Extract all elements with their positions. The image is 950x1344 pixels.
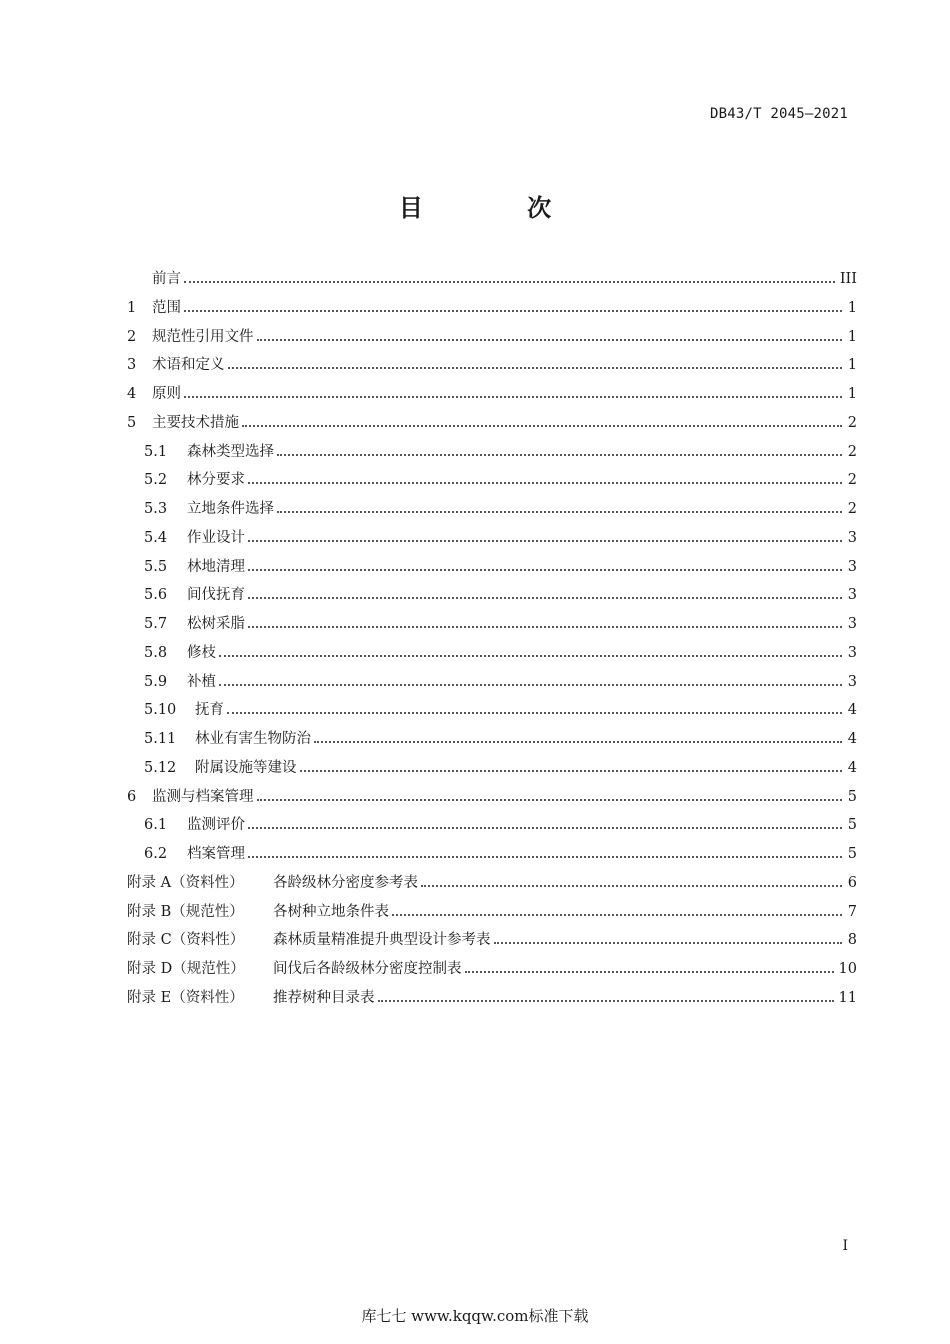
page-number: I (842, 1238, 848, 1254)
toc-entry-5-8[interactable] (127, 641, 857, 670)
toc-entry-number: 5.7 (144, 616, 168, 632)
toc-entry-5-10[interactable] (127, 698, 857, 727)
toc-entry-label: 各龄级林分密度参考表 (273, 874, 418, 891)
toc-entry-number: 5.5 (144, 558, 168, 575)
toc-entry-number: 附录 A（资料性） (127, 874, 244, 891)
toc-entry-number: 附录 E（资料性） (127, 989, 244, 1006)
toc-entry-page: 7 (847, 903, 857, 920)
toc-entry-number: 5.1 (144, 443, 168, 460)
toc-leader-dots (184, 396, 842, 398)
toc-leader-dots (314, 741, 842, 743)
toc-entry-page: III (839, 271, 857, 287)
toc-leader-dots (248, 626, 842, 628)
toc-leader-dots (248, 856, 842, 858)
toc-entry-number: 6 (127, 788, 137, 805)
toc-entry-page: 3 (847, 529, 857, 546)
toc-entry-page: 1 (847, 299, 857, 316)
toc-leader-dots (184, 310, 842, 312)
toc-entry-label: 林分要求 (187, 472, 245, 489)
toc-entry-page: 1 (847, 386, 857, 402)
toc-entry-label: 各树种立地条件表 (273, 903, 389, 920)
toc-entry-page: 1 (847, 357, 857, 374)
toc-entry-page: 5 (847, 846, 857, 862)
toc-entry-label: 推荐树种目录表 (273, 989, 375, 1006)
toc-entry-4[interactable] (127, 382, 857, 411)
toc-entry-number: 6.2 (144, 846, 168, 862)
toc-entry-page: 6 (847, 874, 857, 891)
toc-entry-number: 5.6 (144, 587, 168, 604)
toc-entry-number: 5.3 (144, 501, 168, 517)
toc-leader-dots (219, 655, 842, 657)
toc-entry-foreword[interactable] (127, 267, 857, 296)
toc-entry-5-11[interactable] (127, 727, 857, 756)
toc-entry-label: 前言 (152, 271, 181, 287)
toc-entry-5-3[interactable] (127, 497, 857, 526)
toc-entry-page: 8 (847, 932, 857, 949)
toc-entry-page: 11 (838, 989, 857, 1006)
toc-entry-6-2[interactable] (127, 842, 857, 871)
toc-leader-dots (257, 339, 843, 341)
toc-entry-label: 规范性引用文件 (152, 328, 254, 345)
toc-leader-dots (277, 511, 842, 513)
toc-entry-page: 3 (847, 673, 857, 690)
toc-entry-label: 森林类型选择 (187, 443, 274, 460)
toc-entry-page: 3 (847, 616, 857, 632)
toc-leader-dots (248, 540, 842, 542)
toc-leader-dots (248, 827, 842, 829)
toc-entry-appendix-b[interactable] (127, 900, 857, 929)
toc-entry-label: 间伐后各龄级林分密度控制表 (273, 961, 462, 977)
toc-entry-page: 10 (838, 961, 857, 977)
toc-entry-page: 3 (847, 587, 857, 604)
toc-leader-dots (228, 367, 843, 369)
toc-entry-page: 1 (847, 328, 857, 345)
toc-entry-page: 3 (847, 558, 857, 575)
footer-watermark: 库七七 www.kqqw.com标准下载 (361, 1307, 589, 1325)
toc-entry-number: 3 (127, 357, 137, 374)
toc-entry-label: 补植 (187, 673, 216, 690)
toc-entry-label: 抚育 (195, 702, 224, 719)
toc-entry-label: 立地条件选择 (187, 501, 274, 517)
toc-entry-label: 监测与档案管理 (152, 788, 254, 805)
toc-entry-3[interactable] (127, 353, 857, 382)
table-of-contents (127, 267, 857, 1015)
toc-entry-label: 松树采脂 (187, 616, 245, 632)
toc-entry-appendix-e[interactable] (127, 986, 857, 1015)
toc-entry-label: 主要技术措施 (152, 414, 239, 431)
toc-leader-dots (465, 971, 834, 973)
toc-leader-dots (248, 482, 842, 484)
toc-entry-page: 5 (847, 817, 857, 834)
toc-entry-page: 2 (847, 443, 857, 460)
toc-entry-label: 原则 (152, 386, 181, 402)
toc-entry-number: 5.11 (144, 731, 177, 747)
toc-entry-6[interactable] (127, 785, 857, 814)
toc-entry-6-1[interactable] (127, 813, 857, 842)
page-title: 目 次 (398, 194, 600, 222)
toc-leader-dots (184, 281, 835, 283)
toc-entry-number: 5.4 (144, 529, 168, 546)
toc-entry-5-7[interactable] (127, 612, 857, 641)
toc-entry-5-6[interactable] (127, 583, 857, 612)
toc-entry-number: 5.10 (144, 702, 177, 719)
toc-entry-5-4[interactable] (127, 526, 857, 555)
standard-code: DB43/T 2045—2021 (709, 106, 848, 122)
toc-entry-label: 监测评价 (187, 817, 245, 834)
toc-leader-dots (248, 569, 842, 571)
toc-entry-number: 6.1 (144, 817, 168, 834)
toc-leader-dots (277, 454, 842, 456)
toc-entry-page: 5 (847, 788, 857, 805)
toc-entry-1[interactable] (127, 296, 857, 325)
toc-leader-dots (242, 425, 842, 427)
toc-entry-label: 林地清理 (187, 558, 245, 575)
toc-entry-5[interactable] (127, 411, 857, 440)
toc-entry-label: 森林质量精准提升典型设计参考表 (273, 932, 491, 949)
toc-entry-page: 2 (847, 472, 857, 489)
toc-leader-dots (219, 684, 842, 686)
toc-entry-appendix-a[interactable] (127, 871, 857, 900)
toc-entry-label: 林业有害生物防治 (195, 731, 311, 747)
toc-entry-label: 附属设施等建设 (195, 759, 297, 776)
toc-entry-number: 附录 D（规范性） (127, 961, 245, 977)
toc-entry-number: 附录 C（资料性） (127, 932, 245, 949)
toc-entry-number: 附录 B（规范性） (127, 903, 244, 920)
toc-leader-dots (248, 597, 842, 599)
toc-entry-number: 5.12 (144, 759, 177, 776)
toc-entry-5-1[interactable] (127, 440, 857, 469)
toc-entry-2[interactable] (127, 325, 857, 354)
toc-entry-number: 4 (127, 386, 137, 402)
toc-entry-number: 5 (127, 414, 137, 431)
toc-entry-number: 5.8 (144, 644, 168, 661)
toc-entry-label: 档案管理 (187, 846, 245, 862)
toc-entry-label: 术语和定义 (152, 357, 225, 374)
toc-entry-label: 间伐抚育 (187, 587, 245, 604)
toc-leader-dots (494, 942, 843, 944)
toc-leader-dots (227, 712, 842, 714)
toc-leader-dots (257, 799, 843, 801)
toc-leader-dots (300, 770, 843, 772)
toc-entry-page: 2 (847, 501, 857, 517)
toc-entry-appendix-c[interactable] (127, 928, 857, 957)
toc-entry-page: 4 (847, 731, 857, 747)
toc-entry-page: 2 (847, 414, 857, 431)
toc-entry-page: 4 (847, 702, 857, 719)
toc-entry-label: 修枝 (187, 644, 216, 661)
toc-leader-dots (378, 1000, 834, 1002)
toc-entry-number: 5.2 (144, 472, 168, 489)
toc-entry-label: 范围 (152, 299, 181, 316)
toc-entry-label: 作业设计 (187, 529, 245, 546)
toc-entry-appendix-d[interactable] (127, 957, 857, 986)
toc-entry-5-2[interactable] (127, 468, 857, 497)
toc-entry-page: 4 (847, 759, 857, 776)
toc-entry-number: 1 (127, 299, 137, 316)
toc-entry-5-9[interactable] (127, 670, 857, 699)
toc-entry-page: 3 (847, 644, 857, 661)
toc-leader-dots (392, 914, 842, 916)
toc-entry-5-5[interactable] (127, 555, 857, 584)
toc-entry-number: 5.9 (144, 673, 168, 690)
toc-entry-5-12[interactable] (127, 756, 857, 785)
toc-leader-dots (421, 885, 842, 887)
toc-entry-number: 2 (127, 328, 137, 345)
